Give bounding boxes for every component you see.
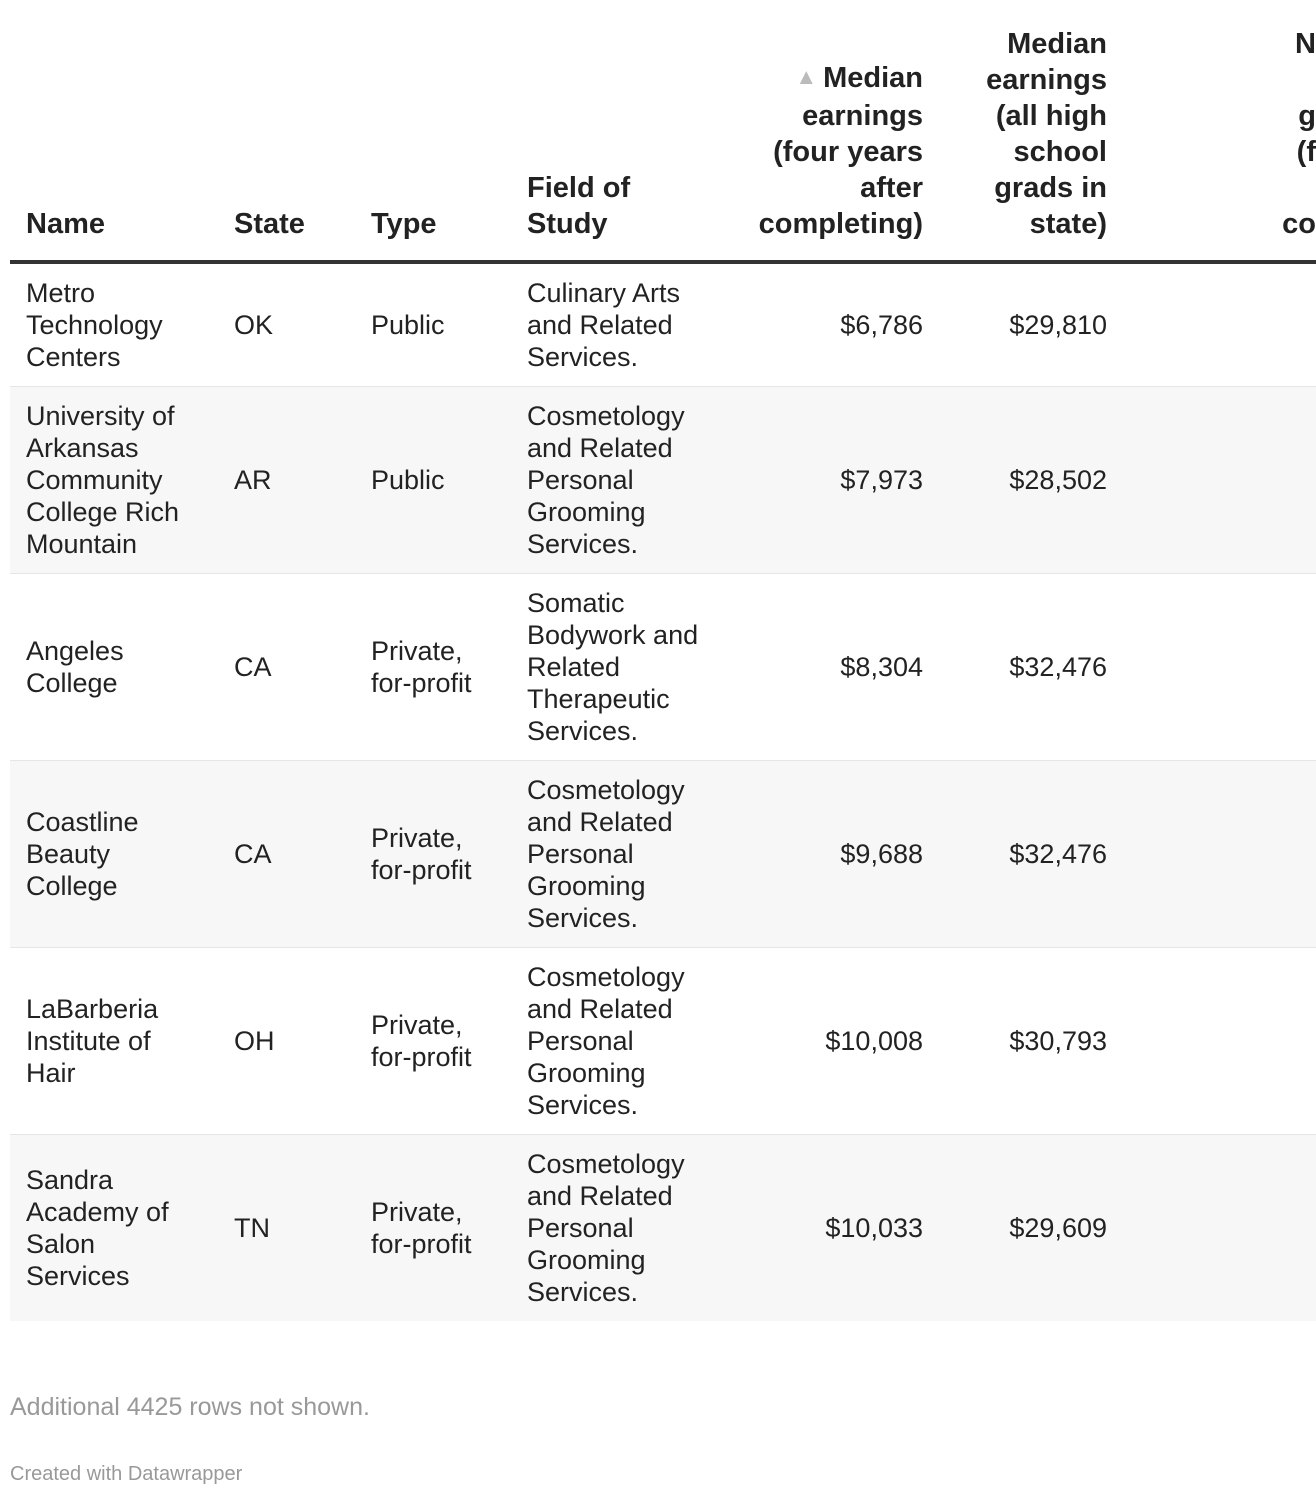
table-row <box>10 1135 1316 1322</box>
data-table-wrapper <box>10 0 1316 1321</box>
column-header-label: (all high <box>995 100 1107 132</box>
column-header-name[interactable] <box>10 0 218 262</box>
column-header-label: g <box>1298 100 1316 132</box>
datawrapper-credit[interactable]: Created with Datawrapper <box>10 1463 243 1485</box>
cell-name: Metro Technology Centers <box>10 262 218 387</box>
table-row <box>10 574 1316 761</box>
column-header-label: (four years <box>773 136 923 168</box>
cell-truncated <box>1123 761 1316 948</box>
table-row <box>10 761 1316 948</box>
column-header-label: Median <box>823 62 923 94</box>
cell-type: Private, for-profit <box>355 761 511 948</box>
column-header-label: earnings <box>802 100 923 132</box>
cell-earn4: $10,008 <box>739 948 939 1135</box>
column-header-label: Study <box>527 208 608 240</box>
column-header-label: after <box>860 172 923 204</box>
cell-type: Private, for-profit <box>355 948 511 1135</box>
cell-earn4: $6,786 <box>739 262 939 387</box>
cell-field: Cosmetology and Related Personal Grooming Services. <box>511 387 739 574</box>
column-header-label: school <box>1013 136 1107 168</box>
cell-type: Private, for-profit <box>355 574 511 761</box>
cell-state: AR <box>218 387 355 574</box>
table-row <box>10 262 1316 387</box>
sort-ascending-icon: ▲ <box>795 64 818 89</box>
column-header-label: (f <box>1296 136 1316 168</box>
column-header-field-of-study[interactable] <box>511 0 739 262</box>
column-header-label: Name <box>26 208 105 240</box>
cell-type: Public <box>355 387 511 574</box>
cell-state: OK <box>218 262 355 387</box>
cell-truncated <box>1123 948 1316 1135</box>
table-row <box>10 948 1316 1135</box>
column-header-label: State <box>234 208 305 240</box>
cell-field: Cosmetology and Related Personal Grooming Services. <box>511 761 739 948</box>
cell-type: Private, for-profit <box>355 1135 511 1322</box>
column-header-label: state) <box>1029 208 1107 240</box>
cell-earnhs: $29,609 <box>939 1135 1123 1322</box>
cell-earnhs: $30,793 <box>939 948 1123 1135</box>
cell-name: Coastline Beauty College <box>10 761 218 948</box>
cell-state: CA <box>218 761 355 948</box>
column-header-truncated[interactable] <box>1123 0 1316 262</box>
cell-earnhs: $32,476 <box>939 574 1123 761</box>
cell-earn4: $8,304 <box>739 574 939 761</box>
cell-field: Cosmetology and Related Personal Grooming Services. <box>511 948 739 1135</box>
cell-state: TN <box>218 1135 355 1322</box>
column-header-label: Type <box>371 208 437 240</box>
cell-earn4: $7,973 <box>739 387 939 574</box>
cell-name: Sandra Academy of Salon Services <box>10 1135 218 1322</box>
column-header-median-earnings-hs-grads[interactable] <box>939 0 1123 262</box>
column-header-state[interactable] <box>218 0 355 262</box>
column-header-label: N <box>1295 28 1316 60</box>
column-header-label: co <box>1282 208 1316 240</box>
cell-truncated <box>1123 574 1316 761</box>
rows-not-shown-note: Additional 4425 rows not shown. <box>10 1393 370 1421</box>
column-header-label: Field of <box>527 172 631 204</box>
cell-state: CA <box>218 574 355 761</box>
cell-name: Angeles College <box>10 574 218 761</box>
data-table <box>10 0 1316 1321</box>
column-header-label: earnings <box>986 64 1107 96</box>
cell-earnhs: $32,476 <box>939 761 1123 948</box>
table-header-row <box>10 0 1316 262</box>
cell-truncated <box>1123 387 1316 574</box>
cell-field: Culinary Arts and Related Services. <box>511 262 739 387</box>
cell-truncated <box>1123 1135 1316 1322</box>
cell-field: Cosmetology and Related Personal Grooming Services. <box>511 1135 739 1322</box>
cell-state: OH <box>218 948 355 1135</box>
column-header-label: completing) <box>758 208 923 240</box>
cell-name: LaBarberia Institute of Hair <box>10 948 218 1135</box>
cell-earn4: $10,033 <box>739 1135 939 1322</box>
cell-type: Public <box>355 262 511 387</box>
column-header-type[interactable] <box>355 0 511 262</box>
column-header-label: grads in <box>994 172 1107 204</box>
cell-name: University of Arkansas Community College Rich Mountain <box>10 387 218 574</box>
cell-field: Somatic Bodywork and Related Therapeutic Services. <box>511 574 739 761</box>
table-row <box>10 387 1316 574</box>
column-header-median-earnings-four-years[interactable] <box>739 0 939 262</box>
cell-earnhs: $28,502 <box>939 387 1123 574</box>
cell-earn4: $9,688 <box>739 761 939 948</box>
cell-earnhs: $29,810 <box>939 262 1123 387</box>
column-header-label: Median <box>1007 28 1107 60</box>
cell-truncated <box>1123 262 1316 387</box>
